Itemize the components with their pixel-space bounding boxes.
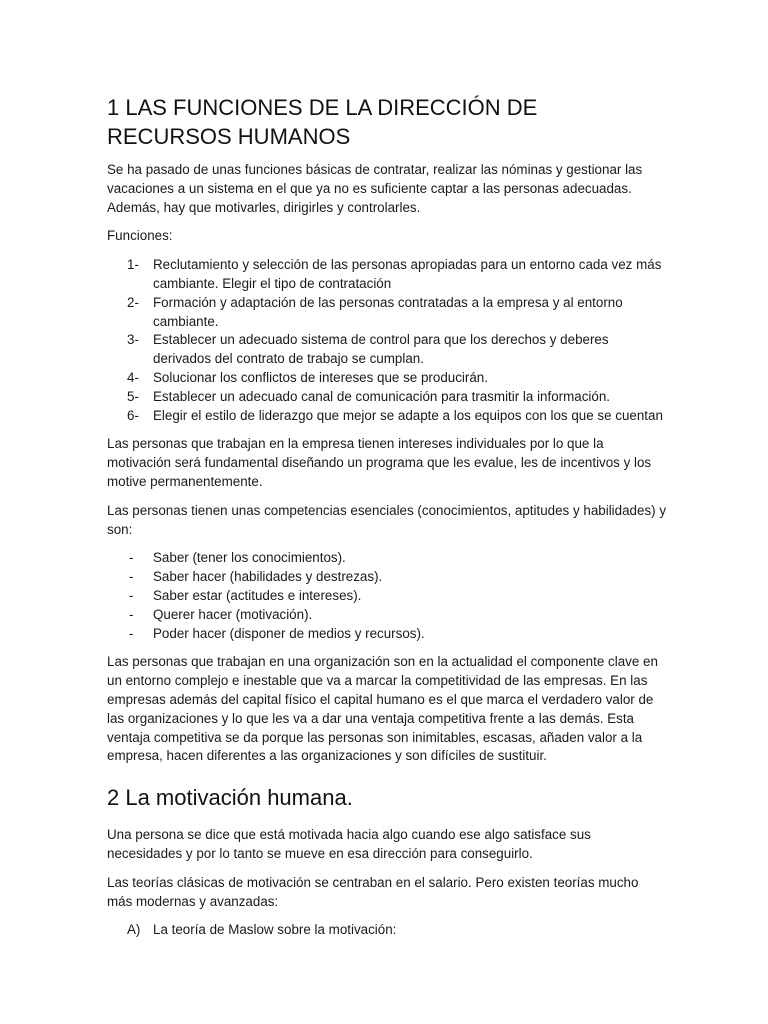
- list-item: [107, 568, 667, 587]
- section-1-title: 1 LAS FUNCIONES DE LA DIRECCIÓN DE RECURSOS HUMANOS: [107, 95, 538, 149]
- list-item-text: Saber (tener los conocimientos).: [153, 550, 346, 566]
- dash-bullet: -: [129, 569, 134, 585]
- list-marker: 2-: [127, 294, 139, 310]
- section-2-title: 2 La motivación humana.: [107, 785, 353, 811]
- dash-bullet: -: [129, 587, 134, 603]
- list-item: [107, 256, 667, 294]
- list-item: [107, 331, 667, 369]
- list-marker: A): [127, 922, 141, 938]
- section-1-paragraph-4: Las personas que trabajan en una organización son en la actualidad el componente clave en un entorno complejo e inestable que va a marcar la competitividad de las empresas. En las empresas además del capital físico el capital humano es el que marca el verdadero valor de las organizaciones y lo que les va a dar una ventaja competitiva frente a las demás. Esta ventaja competitiva se da porque las personas son inimitables, escasas, añaden valor a la empresa, hacen diferentes a las organizaciones y son difíciles de sustituir.: [107, 654, 658, 764]
- list-item: [107, 294, 667, 332]
- list-item: [107, 369, 667, 388]
- section-1-paragraph-2: Las personas que trabajan en la empresa tienen intereses individuales por lo que la motivación será fundamental diseñando un programa que les evalue, les de incentivos y los motive permanentemente.: [107, 436, 652, 489]
- list-item-text: Querer hacer (motivación).: [153, 606, 313, 622]
- list-item-text: Saber hacer (habilidades y destrezas).: [153, 569, 383, 585]
- functions-label: Funciones:: [107, 228, 173, 244]
- list-item-text: Establecer un adecuado canal de comunicación para trasmitir la información.: [153, 388, 611, 404]
- list-item: [107, 921, 667, 940]
- dash-bullet: -: [129, 550, 134, 566]
- section-2-paragraph-2: Las teorías clásicas de motivación se centraban en el salario. Pero existen teorías mucho más modernas y avanzadas:: [107, 874, 639, 909]
- list-item: [107, 549, 667, 568]
- list-marker: 6-: [127, 407, 139, 423]
- functions-list: [107, 256, 667, 425]
- list-item-text: Establecer un adecuado sistema de control para que los derechos y deberes derivados del contrato de trabajo se cumplan.: [153, 332, 609, 367]
- theories-list: [107, 921, 667, 940]
- list-item: [107, 407, 667, 426]
- list-marker: 4-: [127, 369, 139, 385]
- list-item-text: Solucionar los conflictos de intereses que se producirán.: [153, 369, 488, 385]
- dash-bullet: -: [129, 606, 134, 622]
- list-item-text: La teoría de Maslow sobre la motivación:: [153, 922, 397, 938]
- list-item-text: Poder hacer (disponer de medios y recursos).: [153, 625, 425, 641]
- list-item: [107, 388, 667, 407]
- list-item-text: Reclutamiento y selección de las personas apropiadas para un entorno cada vez más cambiante. Elegir el tipo de contratación: [153, 257, 662, 291]
- dash-bullet: -: [129, 625, 134, 641]
- competencies-list: [107, 549, 667, 643]
- section-2-paragraph-1: Una persona se dice que está motivada hacia algo cuando ese algo satisface sus necesidades y por lo tanto se mueve en esa dirección para conseguirlo.: [107, 827, 591, 861]
- list-item-text: Saber estar (actitudes e intereses).: [153, 587, 362, 603]
- list-marker: 5-: [127, 388, 139, 404]
- list-marker: 1-: [127, 257, 139, 273]
- list-item-text: Elegir el estilo de liderazgo que mejor se adapte a los equipos con los que se cuentan: [153, 407, 663, 423]
- list-item: [107, 587, 667, 606]
- list-marker: 3-: [127, 332, 139, 348]
- list-item: [107, 606, 667, 625]
- section-1-paragraph-3: Las personas tienen unas competencias esenciales (conocimientos, aptitudes y habilidades) y son:: [107, 502, 667, 537]
- section-1-intro: Se ha pasado de unas funciones básicas de contratar, realizar las nóminas y gestionar las vacaciones a un sistema en el que ya no es suficiente captar a las personas adecuadas. Además, hay que motivarles, dirigirles y controlarles.: [107, 162, 643, 215]
- document-body: [107, 93, 667, 950]
- list-item-text: Formación y adaptación de las personas contratadas a la empresa y al entorno cambiante.: [153, 294, 623, 329]
- list-item: [107, 625, 667, 644]
